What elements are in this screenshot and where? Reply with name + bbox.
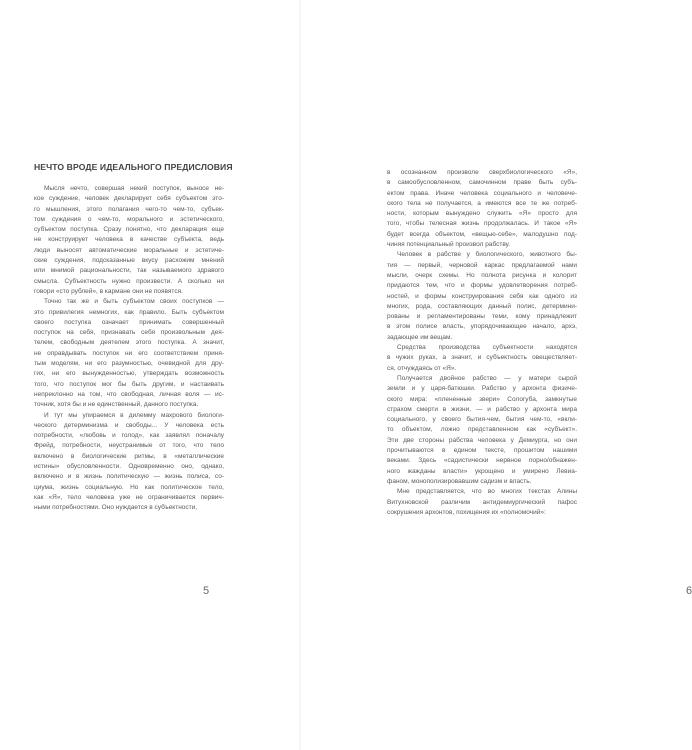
text-line: мысли, очерк схемы. Но полнота рисунка и колорит <box>387 271 577 279</box>
text-line: страхом смерти в жизни, — и рабство у архонта мира <box>387 405 577 413</box>
text-line: И тут мы упираемся в дилемму махрового биологи- <box>44 411 224 419</box>
text-line: чиняя потенциальный произвол рабству. <box>387 241 511 249</box>
text-line: фаном, монополизировавшим садизм и власть. <box>387 477 532 485</box>
text-line: то объектом, ложно представленном как «субъект». <box>387 426 577 434</box>
text-line: Эти две стороны рабства человека у Демиурга, но они <box>387 436 577 444</box>
text-line: как «Я», тело человека уже не ограничивается первич- <box>34 493 224 501</box>
text-line: того, что поступок мог бы быть другим, и настаивать <box>34 380 224 388</box>
text-line: кое суждение, человек декларирует себя субъектом это- <box>34 195 224 203</box>
text-line: или мнимой рациональности, так называемого здравого <box>34 267 224 275</box>
text-line: Витухновской различим антидемиургический пафос <box>387 498 577 506</box>
text-line: многих, рода, составляющих данный полис, детермини- <box>387 302 577 310</box>
text-line: это привилегия немногих, как правило. Быть субъектом <box>34 308 224 316</box>
text-line: Человек в рабстве у биологического, животного бы- <box>397 251 577 259</box>
text-line: ческого детерминизма и свободы... У человека есть <box>34 421 224 429</box>
right-page-body <box>387 168 577 518</box>
text-line: земли и у царя-батюшки. Рабство у архонта физиче- <box>387 385 577 393</box>
text-line: не конструирует человека в качестве субъекта, ведь <box>34 236 224 244</box>
text-line: непреклонно на том, что свободная, личная воля — ис- <box>34 390 224 398</box>
text-line: прочитываются в едином тексте, прошитом нашими <box>387 447 577 455</box>
text-line: том суждения о чем-то, морального и эстетического, <box>34 215 224 223</box>
text-line: в этом полисе власть, упорядочивающее начало, архэ, <box>387 323 577 331</box>
text-line: тым моделям, ни его разумностью, очевидной для дру- <box>34 360 224 368</box>
text-line: в осознанном произволе сверхбиологического «Я», <box>387 169 577 176</box>
text-line: Мысля нечто, совершая некий поступок, выносе не- <box>44 185 224 192</box>
text-line: в чужих руках, а значит, и субъектность овеществляет- <box>387 354 577 362</box>
text-line: Фрейд, потребности, неустранимые от того, что тело <box>34 442 224 450</box>
text-line: Мне представляется, что во многих текстах Алины <box>397 488 577 496</box>
text-line: своего поступка означает принимать совершенный <box>34 318 224 326</box>
text-line: тия — первый, черновой каркас предлагаемой нами <box>387 261 577 269</box>
text-line: веками. Здесь «садистически нервное порно/обнажен- <box>387 457 577 465</box>
text-line: в самообусловленном, самочинном праве быть субъ- <box>387 179 577 187</box>
text-line: включено в биологические ритмы, в «металлические <box>34 452 224 460</box>
text-line: не оправдывать поступок ни его соответствием приня- <box>34 349 224 357</box>
text-line: поступок на себя, признавать себя произвольным дея- <box>34 329 224 337</box>
text-line: Точно так же и быть субъектом своих поступков — <box>44 298 224 306</box>
text-line: точник, хотя бы и не единственный, данного поступка. <box>34 401 199 409</box>
text-line: телем, свободным деятелем этого поступка. А значит, <box>34 339 224 347</box>
text-line: ектом права. Иначе человека социального и человече- <box>387 189 577 197</box>
left-page-body <box>34 184 224 514</box>
chapter-heading: НЕЧТО ВРОДЕ ИДЕАЛЬНОГО ПРЕДИСЛОВИЯ <box>34 162 233 172</box>
text-line: ностей, и формы конструирования себя как одного из <box>387 292 577 300</box>
text-line: задающее им вещам. <box>387 333 453 341</box>
text-line: ными потребностями. Оно нуждается в субъектности, <box>34 504 198 512</box>
left-page <box>0 0 300 750</box>
text-line: ся, отчуждаясь от «Я». <box>387 364 457 372</box>
text-line: гих, ни его вынужденностью, утверждать возможность <box>34 370 224 378</box>
text-line: ские суждения, подсказанные вкусу расхожим мнений <box>34 257 224 265</box>
text-line: ского тела не получается, а имеются все те же потреб- <box>387 199 577 207</box>
text-line: ного жажданы власти» укрощено и умирено Левиа- <box>387 467 577 475</box>
left-page-number: 5 <box>203 585 210 597</box>
right-page-number: 6 <box>686 585 692 597</box>
text-line: рованы и регламентированы теми, кому принадлежит <box>387 313 577 321</box>
text-line: говори «сто рублей», в кармане они не появятся. <box>34 287 183 295</box>
text-line: субъектом поступка. Сразу понятно, что декларация еще <box>34 226 224 234</box>
text-line: социального, у своего бытия-чем, бытия чем-то, «вкли- <box>387 416 577 424</box>
text-line: го мышления, этого полагания чего-то чем-то, субъек- <box>34 205 224 213</box>
text-line: люди выносят автоматические моральные и эстетиче- <box>34 246 224 254</box>
text-line: Средства производства субъектности находятся <box>397 344 577 352</box>
text-line: потребности, «любовь и голод», как заявлял поначалу <box>34 432 224 440</box>
text-line: того, чтобы телесная жизнь продолжалась. И такое «Я» <box>387 220 577 228</box>
text-line: истины» обусловленности. Одновременно оно, однако, <box>34 463 224 471</box>
text-line: будет всегда объектом, «вещью-себе», малодушно под- <box>387 230 577 238</box>
text-line: включено и в жизнь политическую — жизнь полиса, со- <box>34 473 224 481</box>
text-line: Получается двойное рабство — у матери сырой <box>397 374 577 382</box>
text-line: ского мира: «плененные звери» Сологуба, замкнутые <box>387 395 577 403</box>
text-line: смысла. Субъектность нужно произвести. А сколько ни <box>34 277 224 285</box>
text-line: циума, жизнь социальную. Но как политическое тело, <box>34 483 224 491</box>
text-line: ности, которым вынуждено служить «Я» просто для <box>387 210 577 218</box>
text-line: придаются тем, что и формы удовлетворения потреб- <box>387 282 577 290</box>
text-line: сокрушения архонтов, похищения их «полномочий»: <box>387 508 546 516</box>
